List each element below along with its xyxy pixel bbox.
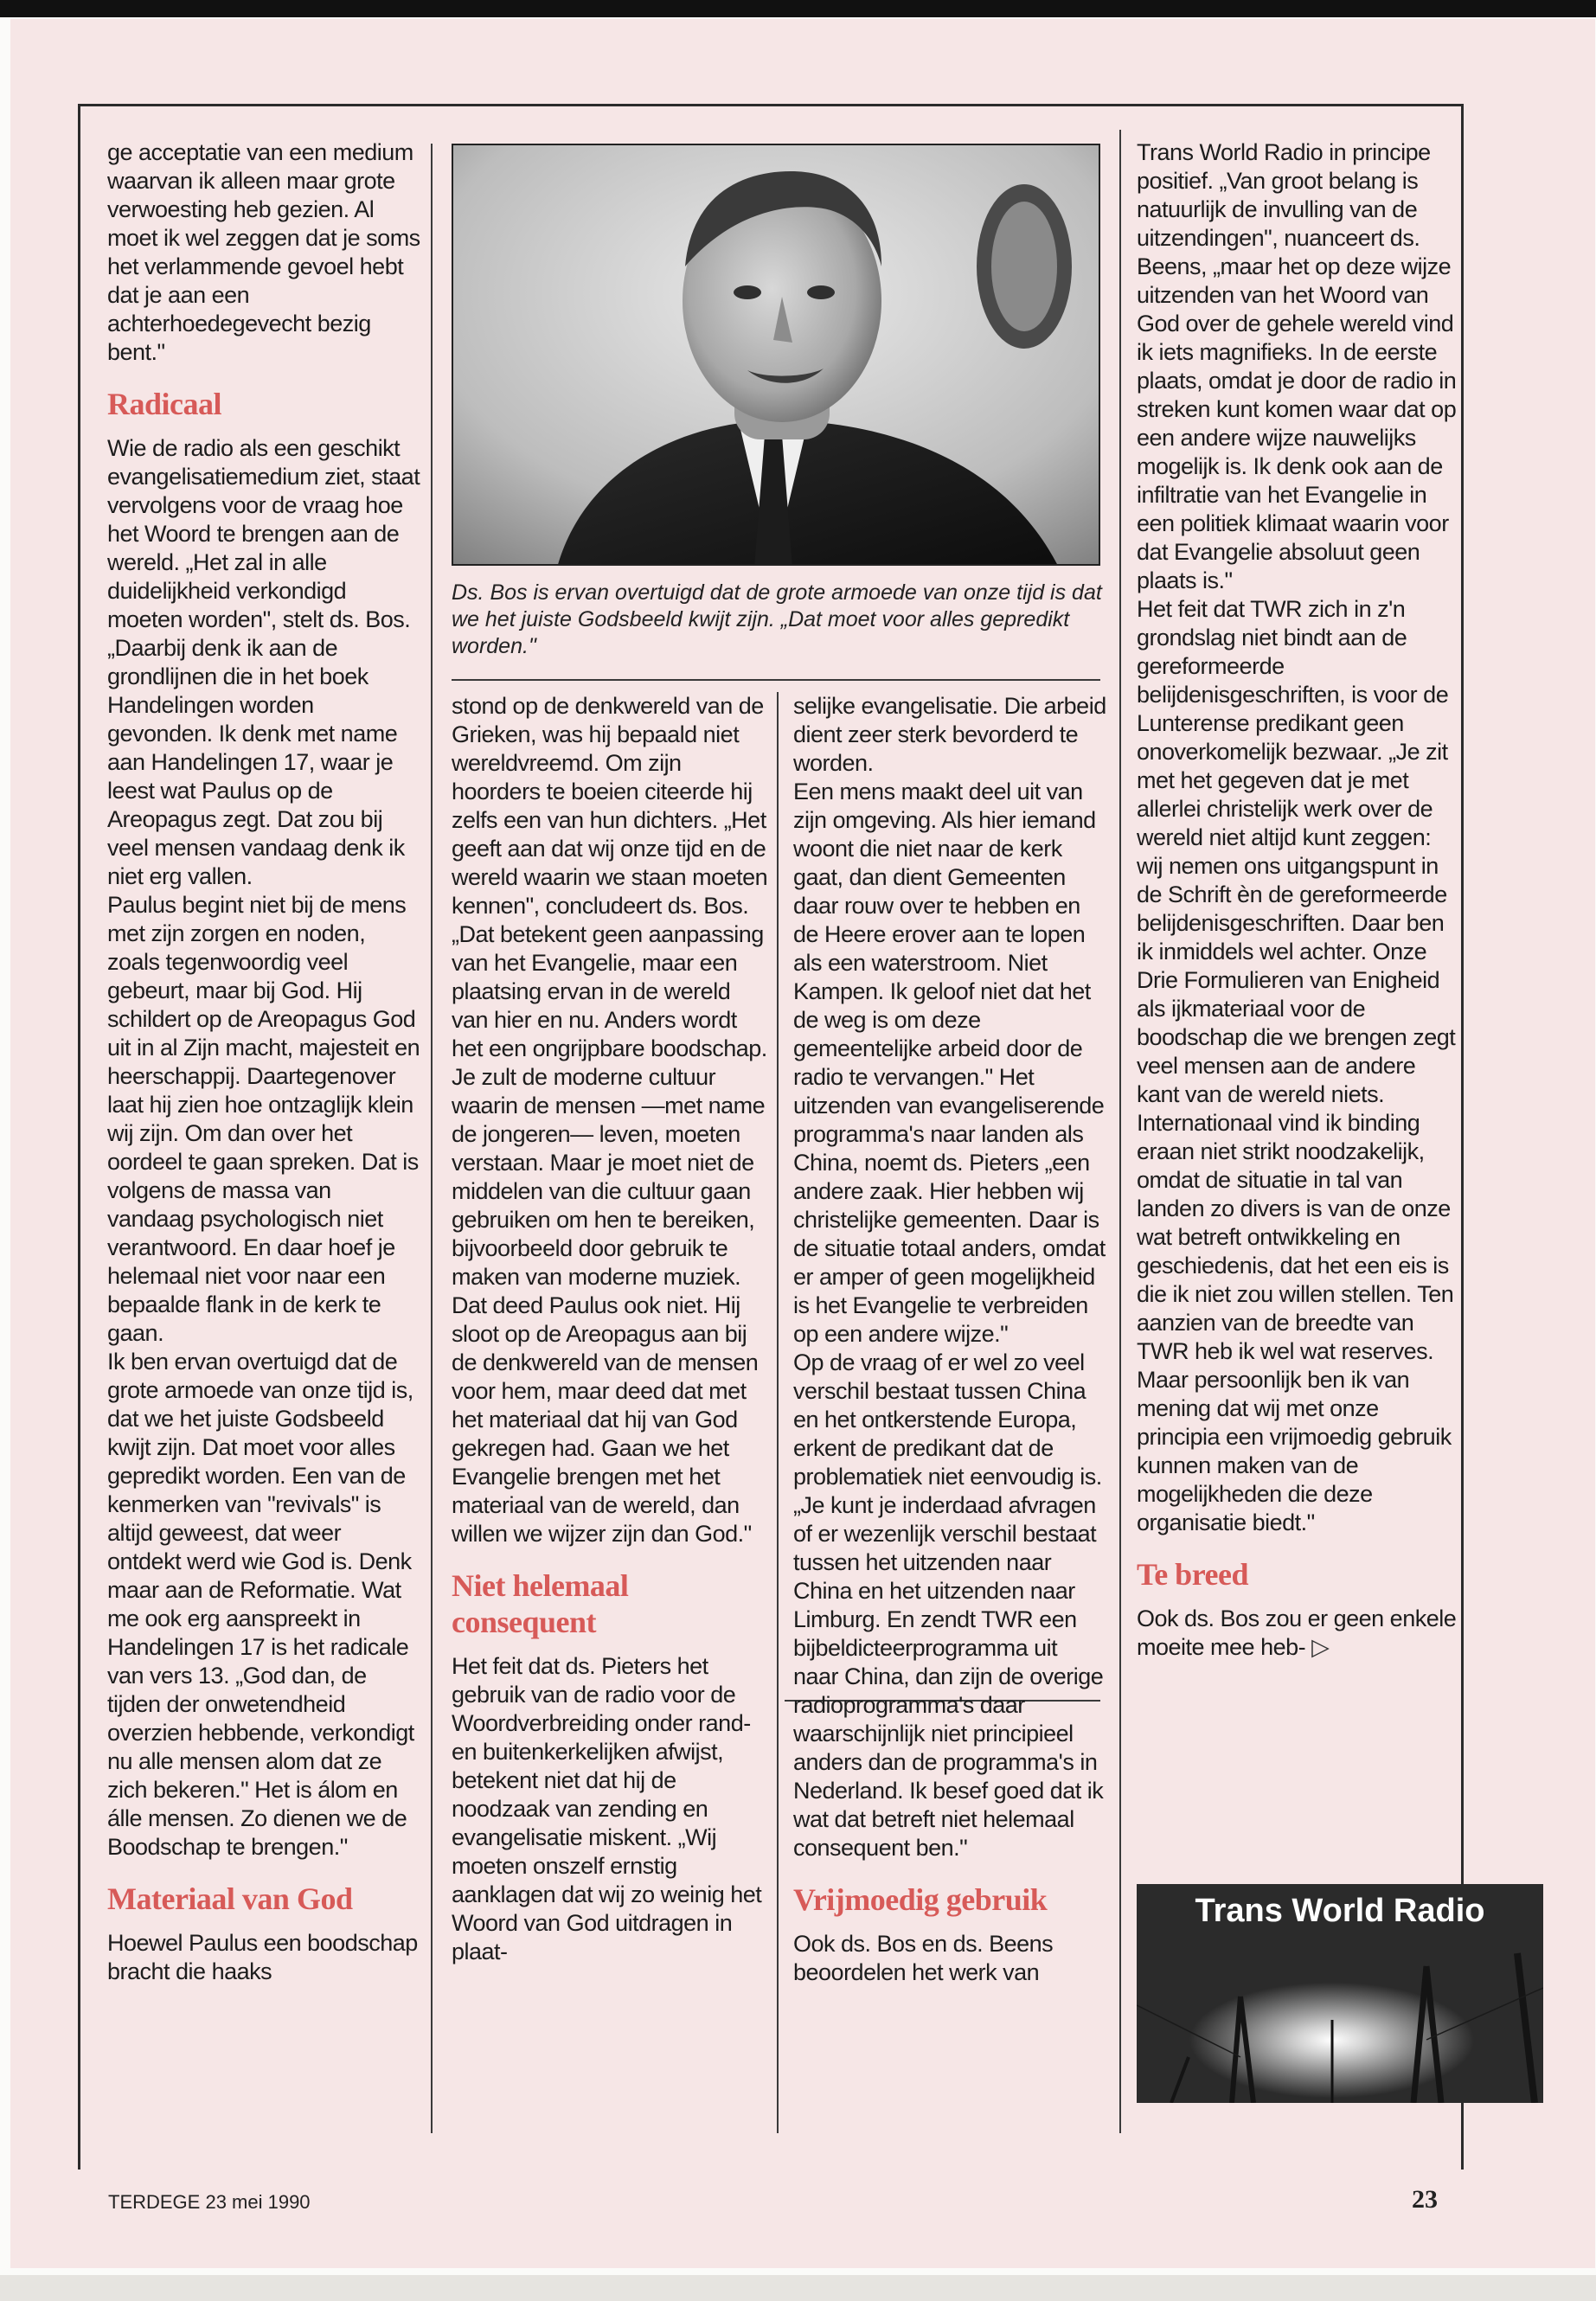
column-rule-2 bbox=[777, 692, 779, 2133]
article-column-4 bbox=[1137, 138, 1457, 1662]
col1-paragraph: Ik ben ervan overtuigd dat de grote armoede van onze tijd is, dat we het juiste Godsbeeld kwijt zijn. Dat moet voor alles gepredikt worden. Een van de kenmerken van "revivals" is altijd geweest, dat weer ontdekt werd wie God is. Denk maar aan de Reformatie. Wat me ook erg aanspreekt in Handelingen 17 is het radicale van vers 13. „God dan, de tijden der onwetendheid overzien hebbende, verkondigt nu alle mensen alom dat ze zich bekeren." Het is álom en álle mensen. Zo dienen we de Boodschap te brengen." bbox=[107, 1349, 414, 1860]
photo-caption: Ds. Bos is ervan overtuigd dat de grote armoede van onze tijd is dat we het juiste Godsbeeld kwijt zijn. „Dat moet voor alles gepredikt worden." bbox=[452, 580, 1102, 658]
col1-paragraph: Hoewel Paulus een boodschap bracht die haaks bbox=[107, 1930, 418, 1984]
footer-publication: TERDEGE 23 mei 1990 bbox=[108, 2191, 311, 2213]
scan-bottom-edge bbox=[0, 2275, 1596, 2301]
article-column-1 bbox=[107, 138, 420, 1986]
col4-paragraph: Trans World Radio in principe positief. „Van groot belang is natuurlijk de invulling van de uitzendingen", nuanceert ds. Beens, „maar het op deze wijze uitzenden van het Woord van God over de gehele wereld vind ik iets magnifieks. In de eerste plaats, omdat je door de radio in streken kunt komen waar dat op een andere wijze nauwelijks mogelijk is. Ik denk ook aan de infiltratie van het Evangelie in een politiek klimaat waarin voor dat Evangelie absoluut geen plaats is." bbox=[1137, 139, 1457, 593]
col3-paragraph: Ook ds. Bos en ds. Beens beoordelen het werk van bbox=[793, 1931, 1054, 1985]
heading-vrijmoedig-gebruik: Vrijmoedig gebruik bbox=[793, 1882, 1048, 1917]
article-column-2 bbox=[452, 692, 772, 1966]
heading-niet-helemaal-consequent: Niet helemaal consequent bbox=[452, 1568, 629, 1639]
portrait-photo bbox=[452, 144, 1100, 566]
portrait-illustration bbox=[453, 145, 1100, 566]
continued-arrow-icon: ▷ bbox=[1311, 1634, 1330, 1660]
col4-paragraph: Het feit dat TWR zich in z'n grondslag niet bindt aan de gereformeerde belijdenisgeschriften, is voor de Lunterense predikant geen onoverkomelijk bezwaar. „Je zit met het gegeven dat je met allerlei christelijk werk over de wereld niet altijd kunt zeggen: wij nemen ons uitgangspunt in de Schrift èn de gereformeerde belijdenisgeschriften. Daar ben ik inmiddels wel achter. Onze Drie Formulieren van Enigheid als ijkmateriaal voor de boodschap die we brengen zegt veel mensen aan de andere kant van de wereld niets. Internationaal vind ik binding eraan niet strikt noodzakelijk, omdat de situatie in tal van landen zo divers is van de onze wat betreft ontwikkeling en geschiedenis, dat het een eis is die ik niet zou willen stellen. Ten aanzien van de breedte van TWR heb ik wel wat reserves. Maar persoonlijk ben ik van mening dat wij met onze principia een vrijmoedig gebruik kunnen maken van de mogelijkheden die deze organisatie biedt." bbox=[1137, 596, 1456, 1535]
heading-materiaal-van-god: Materiaal van God bbox=[107, 1881, 353, 1916]
article-column-3 bbox=[793, 692, 1106, 1987]
scan-top-edge bbox=[0, 0, 1596, 17]
col2-paragraph: Het feit dat ds. Pieters het gebruik van de radio voor de Woordverbreiding onder rand- en buitenkerkelijken afwijst, betekent niet dat hij de noodzaak van zending en evangelisatie miskent. „Wij moeten onszelf ernstig aanklagen dat wij zo weinig het Woord van God uitdragen in plaat- bbox=[452, 1653, 762, 1965]
col1-paragraph: Paulus begint niet bij de mens met zijn zorgen en noden, zoals tegenwoordig veel gebeurt, maar bij God. Hij schildert op de Areopagus God uit in al Zijn macht, majesteit en heerschappij. Daartegenover laat hij zien hoe ontzaglijk klein wij zijn. Om dan over het oordeel te gaan spreken. Dat is volgens de massa van vandaag psychologisch niet verantwoord. En daar hoef je helemaal niet voor naar een bepaalde flank in de kerk te gaan. bbox=[107, 892, 420, 1346]
heading-radicaal: Radicaal bbox=[107, 387, 222, 421]
col3-paragraph: Op de vraag of er wel zo veel verschil bestaat tussen China en het ontkerstende Europa, erkent de predikant dat de problematiek niet eenvoudig is. „Je kunt je inderdaad afvragen of er wezenlijk verschil bestaat tussen het uitzenden naar China en het uitzenden naar Limburg. En zendt TWR een bijbeldicteerprogramma uit naar China, dan zijn de overige radioprogramma's daar waarschijnlijk niet principieel anders dan de programma's in Nederland. Ik besef goed dat ik wat dat betreft niet helemaal consequent ben." bbox=[793, 1349, 1104, 1861]
twr-box-title: Trans World Radio bbox=[1195, 1893, 1485, 1929]
col4-last-paragraph: Ook ds. Bos zou er geen enkele moeite mee heb- bbox=[1137, 1606, 1457, 1660]
col1-intro: ge acceptatie van een medium waarvan ik alleen maar grote verwoesting heb gezien. Al moet ik wel zeggen dat je soms het verlammende gevoel hebt dat je aan een achterhoedegevecht bezig bent." bbox=[107, 139, 420, 365]
column-rule-3 bbox=[1119, 130, 1121, 2133]
col2-paragraph: Je zult de moderne cultuur waarin de mensen —met name de jongeren— leven, moeten verstaan. Maar je moet niet de middelen van die cultuur gaan gebruiken om hen te bereiken, bijvoorbeeld door gebruik te maken van moderne muziek. Dat deed Paulus ook niet. Hij sloot op de Areopagus aan bij de denkwereld van de mensen voor hem, maar deed dat met het materiaal dat hij van God gekregen had. Gaan we het Evangelie brengen met het materiaal van de wereld, dan willen we wijzer zijn dan God." bbox=[452, 1064, 766, 1547]
heading-te-breed: Te breed bbox=[1137, 1557, 1249, 1592]
col3-paragraph: Een mens maakt deel uit van zijn omgeving. Als hier iemand woont die niet naar de kerk gaat, dan dient Gemeenten daar rouw over te hebben en de Heere erover aan te lopen als een waterstroom. Niet Kampen. Ik geloof niet dat het de weg is om deze gemeentelijke arbeid door de radio te vervangen." Het uitzenden van evangeliserende programma's naar landen als China, noemt ds. Pieters „een andere zaak. Hier hebben wij christelijke gemeenten. Daar is de situatie totaal anders, omdat er amper of geen mogelijkheid is het Evangelie te verbreiden op een andere wijze." bbox=[793, 779, 1106, 1347]
col4-paragraph bbox=[1137, 1605, 1457, 1662]
footer-page-number: 23 bbox=[1412, 2185, 1438, 2214]
caption-rule bbox=[452, 679, 1100, 681]
col1-paragraph: Wie de radio als een geschikt evangelisatiemedium ziet, staat vervolgens voor de vraag hoe het Woord te brengen aan de wereld. „Het zal in alle duidelijkheid verkondigd moeten worden", stelt ds. Bos. „Daarbij denk ik aan de grondlijnen die in het boek Handelingen worden gevonden. Ik denk met name aan Handelingen 17, waar je leest wat Paulus op de Areopagus zegt. Dat zou bij veel mensen vandaag denk ik niet erg vallen. bbox=[107, 435, 420, 889]
trans-world-radio-box bbox=[1137, 1884, 1543, 2103]
col2-paragraph: stond op de denkwereld van de Grieken, was hij bepaald niet wereldvreemd. Om zijn hoorders te boeien citeerde hij zelfs een van hun dichters. „Het geeft aan dat wij onze tijd en de wereld waarin we staan moeten kennen", concludeert ds. Bos. „Dat betekent geen aanpassing van het Evangelie, maar een plaatsing ervan in de wereld van hier en nu. Anders wordt het een ongrijpbare boodschap. bbox=[452, 693, 768, 1061]
column-rule-1 bbox=[431, 144, 433, 2133]
col3-paragraph: selijke evangelisatie. Die arbeid dient zeer sterk bevorderd te worden. bbox=[793, 693, 1106, 776]
